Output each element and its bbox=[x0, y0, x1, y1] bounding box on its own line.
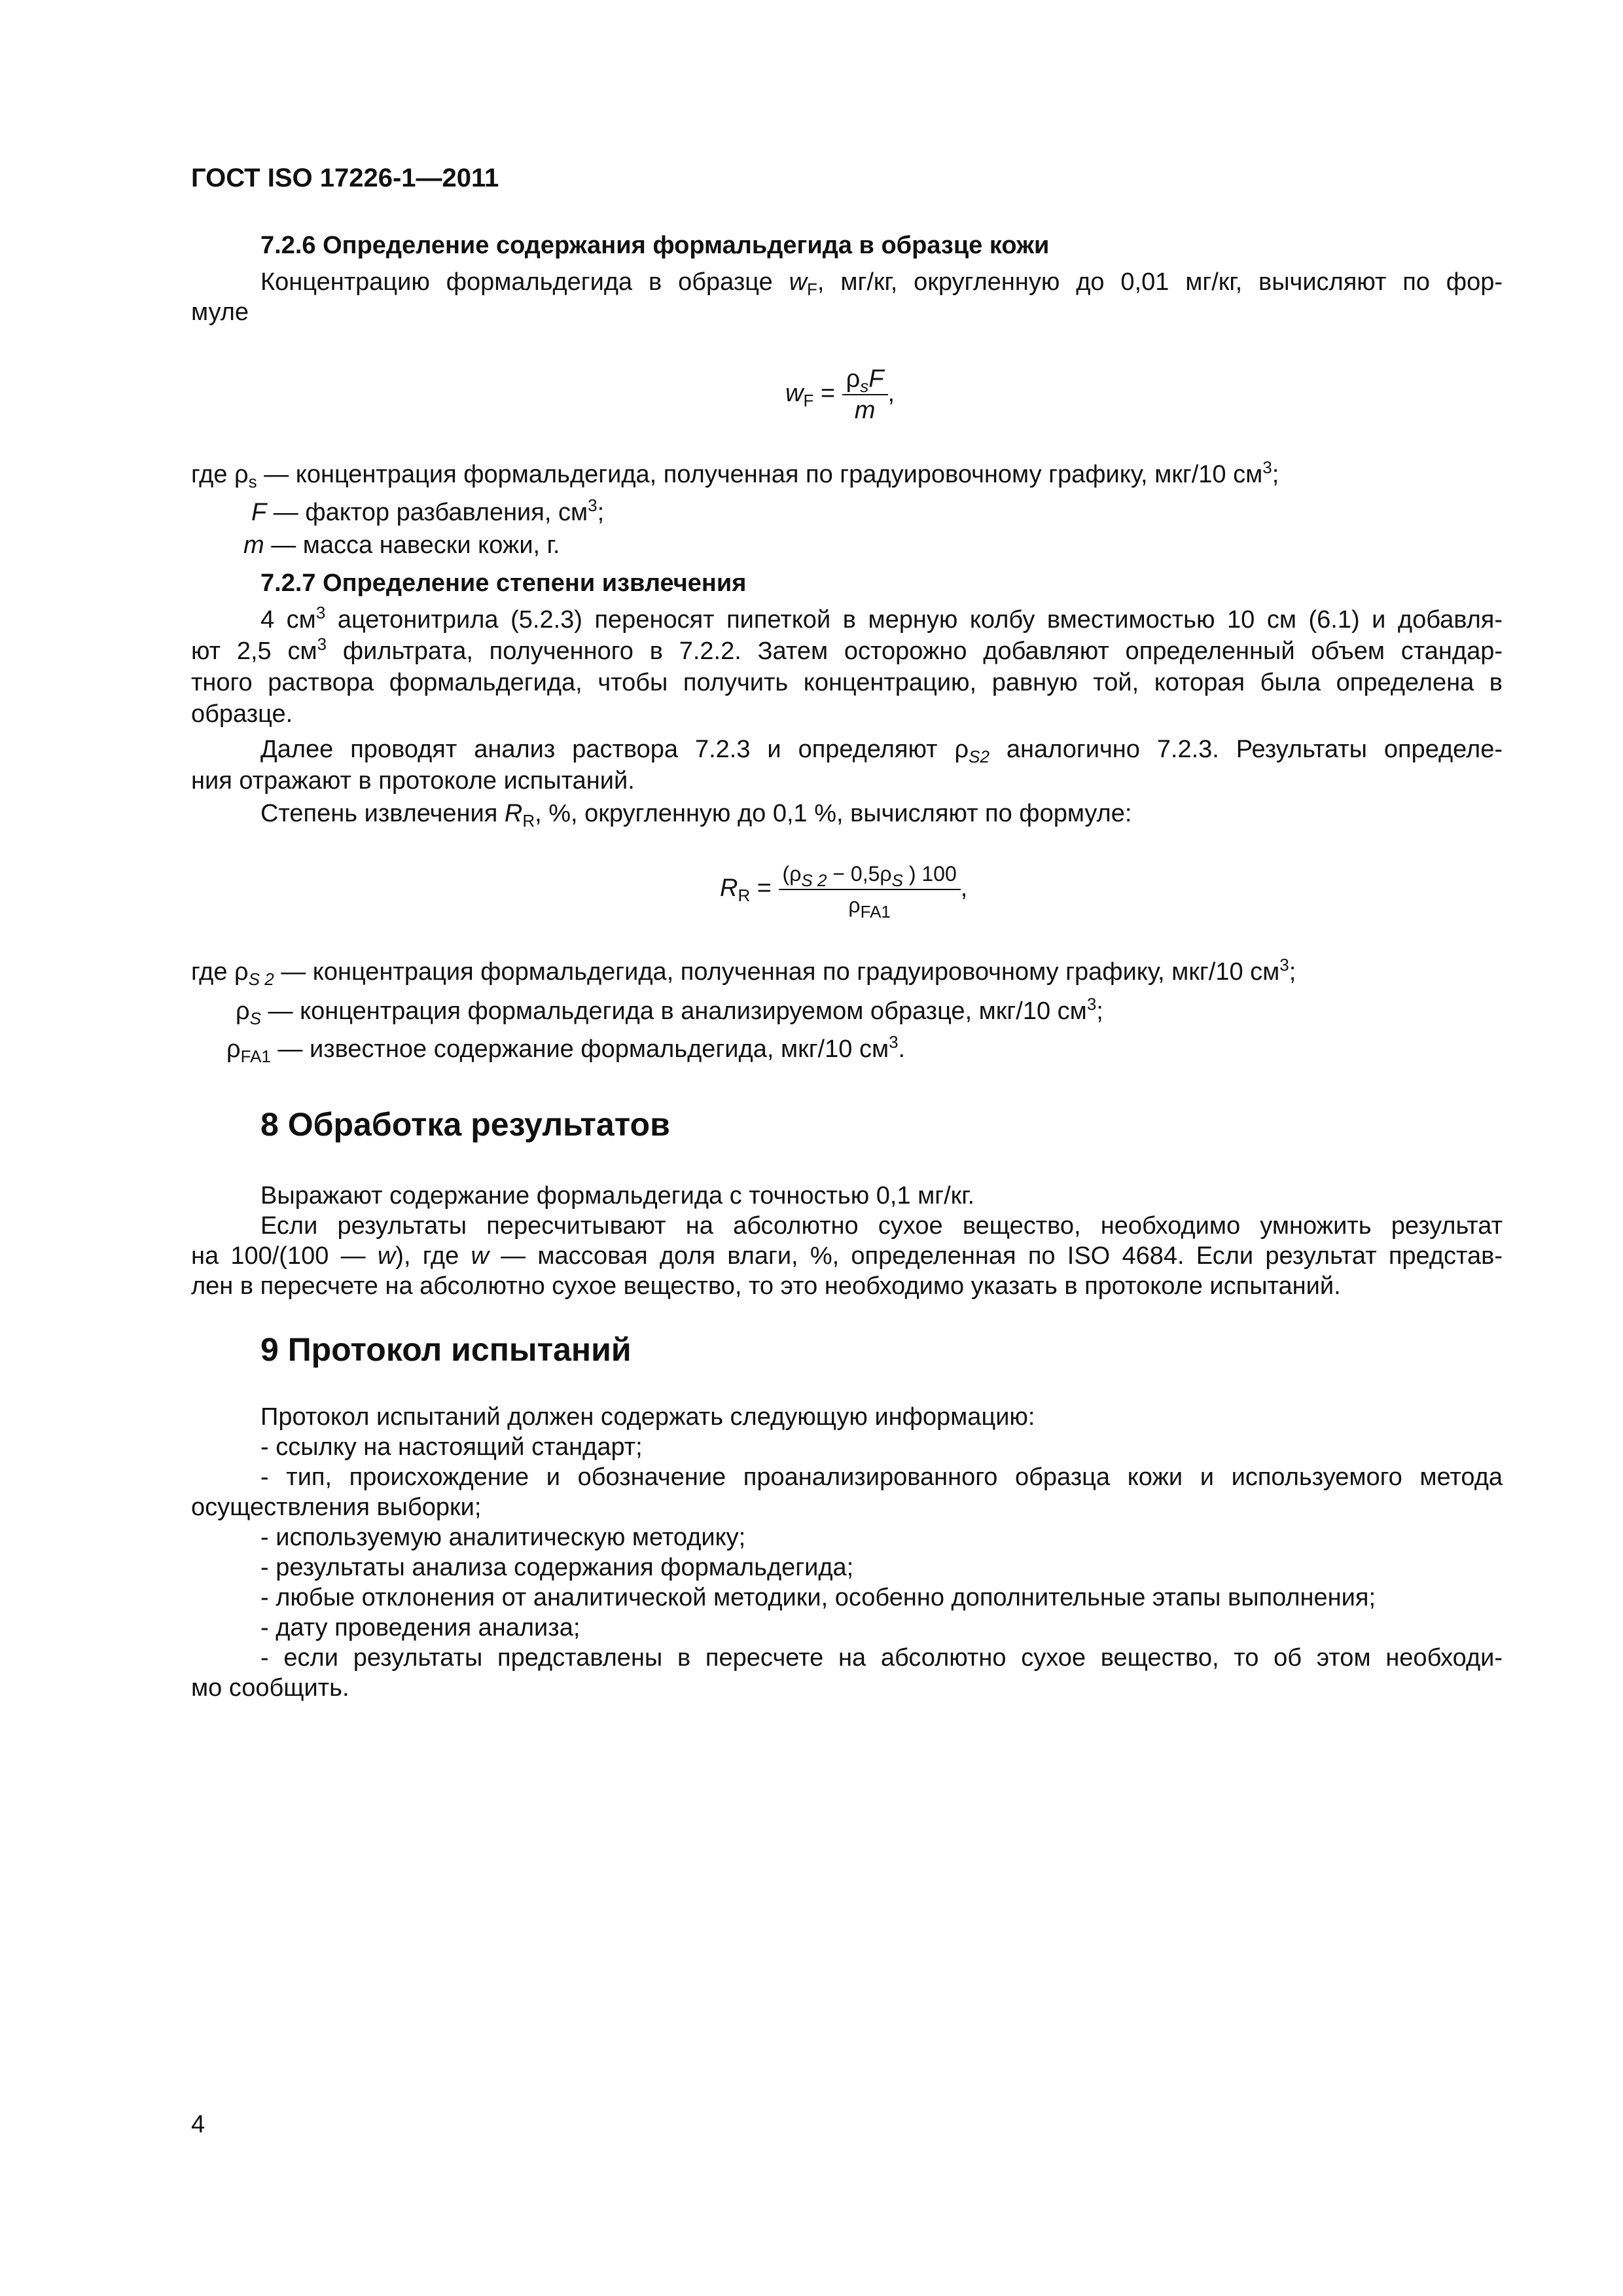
section-8-title: 8 Обработка результатов bbox=[260, 1106, 670, 1143]
list-item: - ссылку на настоящий стандарт; bbox=[260, 1433, 643, 1461]
legend-item: $\rho_{FA1}$ — известное содержание формальдегида, мкг/10 $см^3$. bbox=[226, 1032, 906, 1066]
paragraph-line: Далее проводят анализ раствора 7.2.3 и определяют $\rho_{S2}$ аналогично 7.2.3. Результаты определе- bbox=[260, 736, 1503, 766]
paragraph-line: Протокол испытаний должен содержать следующую информацию: bbox=[260, 1403, 1035, 1431]
list-item: - дату проведения анализа; bbox=[260, 1614, 580, 1641]
formula-fraction: $\frac{(\rho_{S 2} - 0,5\rho_S ) 100}{\rho_{FA1}}$ bbox=[779, 859, 961, 920]
paragraph-line: тного раствора формальдегида, чтобы получить концентрацию, равную той, которая была определена в bbox=[191, 669, 1503, 696]
paragraph-line: образце. bbox=[191, 700, 293, 728]
list-item: осуществления выборки; bbox=[191, 1494, 482, 1521]
paragraph-line: Если результаты пересчитывают на абсолютно сухое вещество, необходимо умножить результат bbox=[260, 1212, 1503, 1240]
list-item: - любые отклонения от аналитической методики, особенно дополнительные этапы выполнения; bbox=[260, 1584, 1376, 1611]
legend-item: F — фактор разбавления, $см^3$; bbox=[251, 495, 605, 526]
legend-item: $\rho_S$ — концентрация формальдегида в анализируемом образце, мкг/10 $см^3$; bbox=[236, 994, 1103, 1028]
paragraph-line: ния отражают в протоколе испытаний. bbox=[191, 767, 635, 795]
legend-item: где $\rho_{S 2}$ — концентрация формальдегида, полученная по градуировочному графику, мкг/10 $см^3$; bbox=[191, 955, 1296, 989]
paragraph-line: лен в пересчете на абсолютно сухое вещество, то это необходимо указать в протоколе испытаний. bbox=[191, 1272, 1341, 1300]
paragraph-line: ют 2,5 $см^3$ фильтрата, полученного в 7.2.2. Затем осторожно добавляют определенный объем стандар- bbox=[191, 634, 1503, 665]
paragraph-line: 4 $см^3$ ацетонитрила (5.2.3) переносят пипеткой в мерную колбу вместимостью 10 см (6.1) и добавля- bbox=[260, 603, 1503, 634]
formula-rr: $R_R$ = $\frac{(\rho_{S 2} - 0,5\rho_S ) 100}{\rho_{FA1}}$ , bbox=[720, 859, 967, 920]
document-header: ГОСТ ISO 17226-1—2011 bbox=[191, 164, 499, 192]
list-item: - тип, происхождение и обозначение проанализированного образца кожи и используемого метода bbox=[260, 1463, 1503, 1491]
page-number: 4 bbox=[191, 2111, 205, 2138]
list-item: - если результаты представлены в пересчете на абсолютно сухое вещество, то об этом необходи- bbox=[260, 1644, 1503, 1672]
paragraph-line: Степень извлечения $R_R$, %, округленную до 0,1 %, вычисляют по формуле: bbox=[260, 800, 1132, 831]
list-item: - результаты анализа содержания формальдегида; bbox=[260, 1554, 854, 1581]
paragraph-line: муле bbox=[191, 298, 249, 326]
section-7-2-6-title: 7.2.6 Определение содержания формальдегида в образце кожи bbox=[260, 232, 1050, 259]
list-item: мо сообщить. bbox=[191, 1674, 349, 1702]
paragraph-line: на 100/(100 — w), где w — массовая доля влаги, %, определенная по ISO 4684. Если результат представ- bbox=[191, 1242, 1503, 1270]
legend-item: m — масса навески кожи, г. bbox=[243, 531, 560, 559]
list-item: - используемую аналитическую методику; bbox=[260, 1524, 746, 1551]
legend-item: где $\rho_s$ — концентрация формальдегида, полученная по градуировочному графику, мкг/10 $см^3$; bbox=[191, 457, 1279, 492]
section-9-title: 9 Протокол испытаний bbox=[260, 1331, 632, 1368]
paragraph-line: Концентрацию формальдегида в образце $w_F$, мг/кг, округленную до 0,01 мг/кг, вычисляют по фор- bbox=[260, 268, 1503, 299]
formula-fraction: $\frac{\rho_sF}{m}$ bbox=[842, 364, 888, 425]
section-7-2-7-title: 7.2.7 Определение степени извлечения bbox=[260, 569, 747, 597]
paragraph-line: Выражают содержание формальдегида с точностью 0,1 мг/кг. bbox=[260, 1182, 975, 1210]
formula-wf: $w_F$ = $\frac{\rho_sF}{m}$ , bbox=[785, 365, 895, 424]
